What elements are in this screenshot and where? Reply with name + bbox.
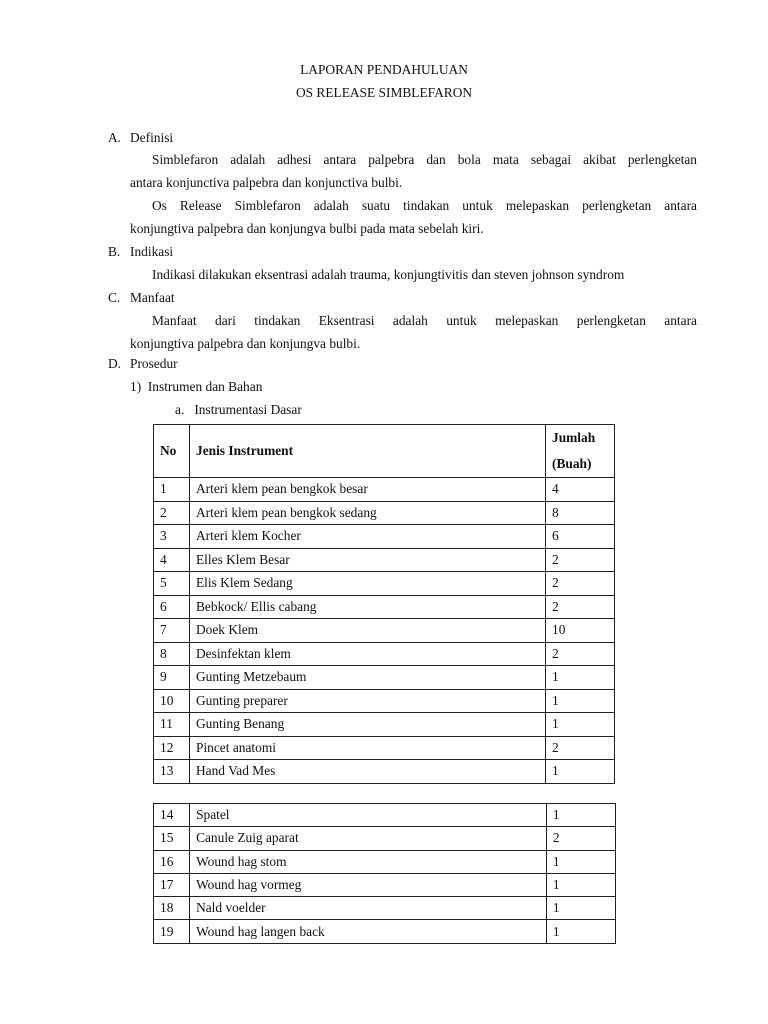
row-no: 12 bbox=[154, 736, 190, 760]
section-c-label: C. bbox=[108, 290, 121, 305]
row-quantity: 6 bbox=[546, 525, 615, 549]
row-instrument: Arteri klem Kocher bbox=[190, 525, 546, 549]
row-quantity: 1 bbox=[546, 666, 615, 690]
row-no: 2 bbox=[154, 501, 190, 525]
row-no: 9 bbox=[154, 666, 190, 690]
row-no: 1 bbox=[154, 478, 190, 502]
table-row bbox=[154, 827, 616, 850]
table-header-row bbox=[154, 425, 615, 478]
row-quantity: 10 bbox=[546, 619, 615, 643]
row-no: 7 bbox=[154, 619, 190, 643]
section-a-label: A. bbox=[108, 130, 122, 145]
section-d-heading bbox=[108, 356, 178, 372]
row-instrument: Arteri klem pean bengkok sedang bbox=[190, 501, 546, 525]
row-no: 18 bbox=[154, 897, 190, 920]
document-title: LAPORAN PENDAHULUAN bbox=[300, 62, 468, 77]
table-row bbox=[154, 920, 616, 943]
row-instrument: Elis Klem Sedang bbox=[190, 572, 546, 596]
row-no: 10 bbox=[154, 689, 190, 713]
row-instrument: Gunting Benang bbox=[190, 713, 546, 737]
table-row bbox=[154, 501, 615, 525]
row-no: 15 bbox=[154, 827, 190, 850]
row-instrument: Hand Vad Mes bbox=[190, 760, 546, 784]
row-no: 19 bbox=[154, 920, 190, 943]
row-instrument: Arteri klem pean bengkok besar bbox=[190, 478, 546, 502]
row-instrument: Wound hag langen back bbox=[190, 920, 547, 943]
row-no: 5 bbox=[154, 572, 190, 596]
row-quantity: 1 bbox=[546, 897, 615, 920]
header-no: No bbox=[154, 425, 190, 478]
table-row bbox=[154, 850, 616, 873]
row-instrument: Wound hag vormeg bbox=[190, 873, 547, 896]
definition-paragraph-2-line-1: Os Release Simblefaron adalah suatu tindakan untuk melepaskan perlengketan antara bbox=[152, 198, 697, 213]
row-quantity: 2 bbox=[546, 572, 615, 596]
section-b-label: B. bbox=[108, 244, 121, 259]
row-quantity: 2 bbox=[546, 548, 615, 572]
row-quantity: 8 bbox=[546, 501, 615, 525]
row-no: 4 bbox=[154, 548, 190, 572]
definition-paragraph-1-line-2: antara konjunctiva palpebra dan konjunctiva bulbi. bbox=[130, 175, 403, 190]
table-row bbox=[154, 666, 615, 690]
row-no: 16 bbox=[154, 850, 190, 873]
document-subtitle: OS RELEASE SIMBLEFARON bbox=[295, 85, 473, 100]
benefit-paragraph-line-2: konjungtiva palpebra dan konjungva bulbi. bbox=[130, 336, 361, 351]
procedure-item-1: 1) Instrumen dan Bahan bbox=[130, 379, 263, 394]
instrument-table-part-1 bbox=[153, 424, 615, 784]
header-instrument-type: Jenis Instrument bbox=[190, 425, 546, 478]
row-instrument: Wound hag stom bbox=[190, 850, 547, 873]
instrument-table-part-2 bbox=[153, 803, 616, 944]
row-no: 17 bbox=[154, 873, 190, 896]
table-row bbox=[154, 478, 615, 502]
indication-paragraph: Indikasi dilakukan eksentrasi adalah trauma, konjungtivitis dan steven johnson syndrom bbox=[152, 267, 625, 282]
table-row bbox=[154, 525, 615, 549]
row-quantity: 4 bbox=[546, 478, 615, 502]
row-no: 13 bbox=[154, 760, 190, 784]
table-row bbox=[154, 873, 616, 896]
section-a-heading bbox=[108, 130, 173, 146]
table-row bbox=[154, 713, 615, 737]
row-instrument: Gunting Metzebaum bbox=[190, 666, 546, 690]
section-d-label: D. bbox=[108, 356, 122, 371]
row-quantity: 2 bbox=[546, 595, 615, 619]
section-a-title: Definisi bbox=[130, 130, 174, 145]
row-instrument: Elles Klem Besar bbox=[190, 548, 546, 572]
table-row bbox=[154, 689, 615, 713]
row-instrument: Doek Klem bbox=[190, 619, 546, 643]
row-no: 8 bbox=[154, 642, 190, 666]
row-no: 3 bbox=[154, 525, 190, 549]
section-b-heading bbox=[108, 244, 173, 260]
row-instrument: Nald voelder bbox=[190, 897, 547, 920]
table-row bbox=[154, 572, 615, 596]
row-quantity: 2 bbox=[546, 642, 615, 666]
section-c-heading bbox=[108, 290, 175, 306]
row-no: 11 bbox=[154, 713, 190, 737]
header-quantity-line-1: Jumlah bbox=[552, 430, 596, 445]
row-instrument: Pincet anatomi bbox=[190, 736, 546, 760]
table-row bbox=[154, 804, 616, 827]
row-quantity: 1 bbox=[546, 804, 615, 827]
table-row bbox=[154, 642, 615, 666]
table-row bbox=[154, 548, 615, 572]
row-quantity: 1 bbox=[546, 920, 615, 943]
row-no: 6 bbox=[154, 595, 190, 619]
table-row bbox=[154, 736, 615, 760]
procedure-item-1a: a. Instrumentasi Dasar bbox=[175, 402, 302, 417]
row-instrument: Gunting preparer bbox=[190, 689, 546, 713]
row-quantity: 1 bbox=[546, 760, 615, 784]
section-b-title: Indikasi bbox=[130, 244, 174, 259]
row-quantity: 2 bbox=[546, 827, 615, 850]
definition-paragraph-1-line-1: Simblefaron adalah adhesi antara palpebra dan bola mata sebagai akibat perlengketan bbox=[152, 152, 697, 167]
row-no: 14 bbox=[154, 804, 190, 827]
section-d-title: Prosedur bbox=[130, 356, 178, 371]
table-row bbox=[154, 760, 615, 784]
benefit-paragraph-line-1: Manfaat dari tindakan Eksentrasi adalah untuk melepaskan perlengketan antara bbox=[152, 313, 697, 328]
header-quantity-line-2: (Buah) bbox=[552, 456, 592, 471]
row-quantity: 1 bbox=[546, 873, 615, 896]
table-row bbox=[154, 619, 615, 643]
row-quantity: 2 bbox=[546, 736, 615, 760]
row-quantity: 1 bbox=[546, 689, 615, 713]
row-instrument: Desinfektan klem bbox=[190, 642, 546, 666]
row-quantity: 1 bbox=[546, 713, 615, 737]
row-instrument: Canule Zuig aparat bbox=[190, 827, 547, 850]
definition-paragraph-2-line-2: konjungtiva palpebra dan konjungva bulbi pada mata sebelah kiri. bbox=[130, 221, 484, 236]
header-quantity bbox=[546, 425, 615, 478]
table-row bbox=[154, 595, 615, 619]
row-quantity: 1 bbox=[546, 850, 615, 873]
row-instrument: Spatel bbox=[190, 804, 547, 827]
section-c-title: Manfaat bbox=[130, 290, 175, 305]
table-row bbox=[154, 897, 616, 920]
row-instrument: Bebkock/ Ellis cabang bbox=[190, 595, 546, 619]
